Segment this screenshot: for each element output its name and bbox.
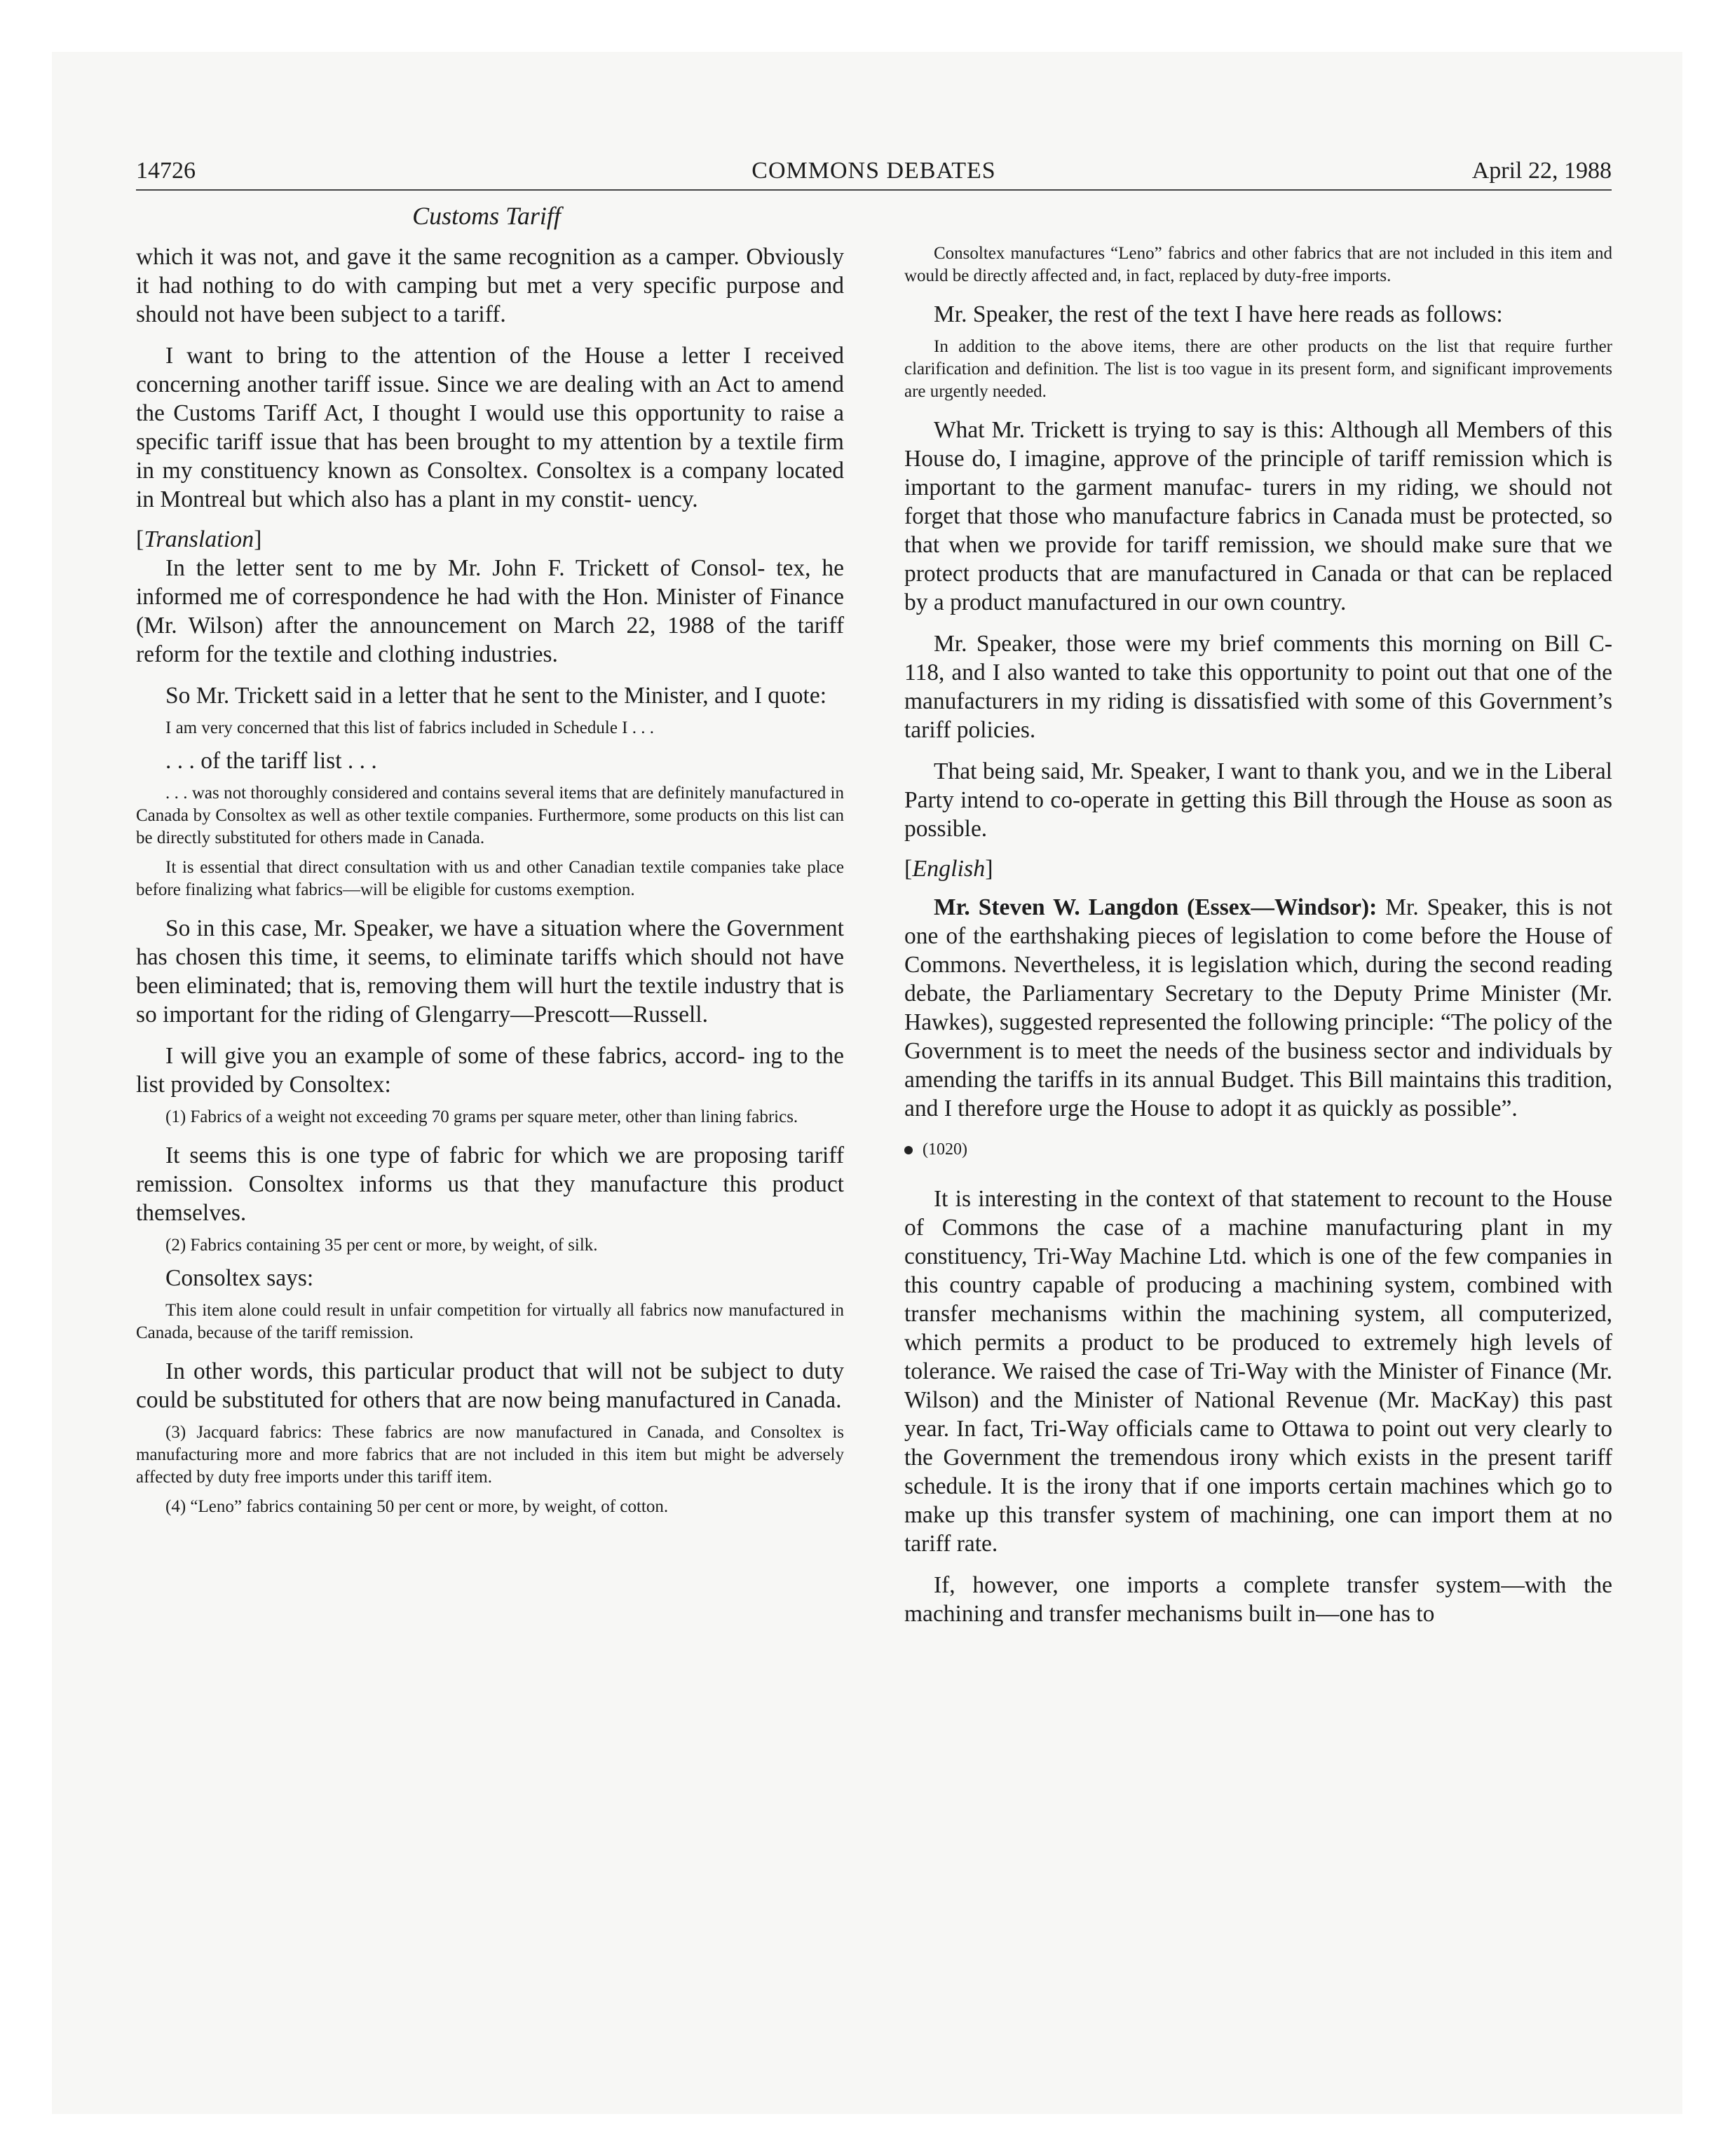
translation-tag-label: Translation	[144, 526, 254, 552]
section-title: Customs Tariff	[412, 202, 561, 230]
paragraph: . . . of the tariff list . . .	[165, 748, 377, 774]
block-quote: (3) Jacquard fabrics: These fabrics are now manufactured in Canada, and Consoltex is manufacturing more and more fabrics that are not included in this item but might be adversely affected by duty free imports under this tariff item.	[136, 1423, 844, 1487]
paragraph: Consoltex says:	[165, 1265, 314, 1291]
english-tag: [English]	[904, 856, 993, 882]
translation-tag: [Translation]	[136, 526, 262, 552]
speaker-paragraph	[904, 893, 1612, 1123]
paragraph: So in this case, Mr. Speaker, we have a situation where the Government has chosen this time, it seems, to eliminate tariffs which should not have been eliminated; that is, removing them will hurt the textile industry that is so important for the riding of Glengarry—Prescott—Russell.	[136, 915, 844, 1028]
english-tag-label: English	[912, 856, 986, 882]
paragraph: So Mr. Trickett said in a letter that he sent to the Minister, and I quote:	[165, 683, 827, 709]
left-column	[136, 243, 844, 1525]
block-quote: I am very concerned that this list of fabrics included in Schedule I . . .	[165, 718, 655, 737]
block-quote: Consoltex manufactures “Leno” fabrics and other fabrics that are not included in this item and would be directly affected and, in fact, replaced by duty-free imports.	[904, 244, 1612, 285]
publication-title: COMMONS DEBATES	[751, 158, 996, 184]
timestamp: (1020)	[923, 1140, 967, 1159]
bullet-icon	[904, 1146, 913, 1154]
paragraph: What Mr. Trickett is trying to say is this: Although all Members of this House do, I imagine, approve of the principle of tariff remission which is important to the garment manufac- turers in my riding, we should not forget that those who manufacture fabrics in Canada must be protected, so that when we provide for tariff remission, we should make sure that we protect products that are manufactured in Canada or that can be replaced by a product manufactured in our own country.	[904, 417, 1612, 615]
right-column	[904, 243, 1612, 1628]
paragraph: which it was not, and gave it the same recognition as a camper. Obviously it had nothing to do with camping but met a very specific purpose and should not have been subject to a tariff.	[136, 244, 844, 327]
block-quote: (2) Fabrics containing 35 per cent or more, by weight, of silk.	[165, 1236, 598, 1255]
paragraph: That being said, Mr. Speaker, I want to thank you, and we in the Liberal Party intend to co-operate in getting this Bill through the House as soon as possible.	[904, 758, 1612, 842]
paragraph: Mr. Speaker, those were my brief comments this morning on Bill C-118, and I also wanted to take this opportunity to point out that one of the manufacturers in my riding is dissatisfied with some of this Government’s tariff policies.	[904, 631, 1612, 743]
page-header	[136, 157, 1612, 191]
paragraph: I will give you an example of some of these fabrics, accord- ing to the list provided by Consoltex:	[136, 1043, 844, 1098]
paragraph: Mr. Speaker, the rest of the text I have here reads as follows:	[934, 301, 1503, 327]
scanned-page	[52, 52, 1682, 2114]
speaker-text: Mr. Speaker, this is not one of the earthshaking pieces of legislation to come before the House of Commons. Nevertheless, it is legislation which, during the second reading debate, the Parliamentary Secretary to the Deputy Prime Minister (Mr. Hawkes), suggested represented the following principle: “The policy of the Government is to meet the needs of the business sector and individuals by amending the tariffs in its annual Budget. This Bill maintains this tradition, and I therefore urge the House to adopt it as quickly as possible”.	[904, 894, 1613, 1121]
page-number: 14726	[136, 158, 196, 184]
paragraph: I want to bring to the attention of the House a letter I received concerning another tariff issue. Since we are dealing with an Act to amend the Customs Tariff Act, I thought I would use this opportunity to raise a specific tariff issue that has been brought to my attention by a textile firm in my constituency known as Consoltex. Consoltex is a company located in Montreal but which also has a plant in my constit- uency.	[136, 343, 844, 512]
block-quote: (1) Fabrics of a weight not exceeding 70 grams per square meter, other than lining fabrics.	[165, 1107, 798, 1126]
paragraph: In other words, this particular product that will not be subject to duty could be substituted for others that are now being manufactured in Canada.	[136, 1358, 844, 1413]
block-quote: It is essential that direct consultation with us and other Canadian textile companies take place before finalizing what fabrics—will be eligible for customs exemption.	[136, 858, 844, 899]
header-date: April 22, 1988	[1471, 158, 1612, 184]
paragraph: In the letter sent to me by Mr. John F. Trickett of Consol- tex, he informed me of correspondence he had with the Hon. Minister of Finance (Mr. Wilson) after the announcement on March 22, 1988 of the tariff reform for the textile and clothing industries.	[136, 555, 844, 667]
block-quote: . . . was not thoroughly considered and contains several items that are definitely manufactured in Canada by Consoltex as well as other textile companies. Furthermore, some products on this list can be directly substituted for others made in Canada.	[136, 784, 844, 847]
paragraph: It is interesting in the context of that statement to recount to the House of Commons the case of a machine manufacturing plant in my constituency, Tri-Way Machine Ltd. which is one of the few companies in this country capable of producing a machining system, combined with transfer mechanisms within the machining system, all computerized, which permits a product to be produced to extremely high levels of tolerance. We raised the case of Tri-Way with the Minister of Finance (Mr. Wilson) and the Minister of National Revenue (Mr. MacKay) this past year. In fact, Tri-Way officials came to Ottawa to point out very clearly to the Government the tremendous irony which exists in the present tariff schedule. It is the irony that if one imports certain machines which go to make up this transfer system of machining, one can import them at no tariff rate.	[904, 1186, 1612, 1557]
block-quote: This item alone could result in unfair competition for virtually all fabrics now manufactured in Canada, because of the tariff remission.	[136, 1301, 844, 1342]
timestamp-marker	[904, 1138, 1612, 1161]
block-quote: (4) “Leno” fabrics containing 50 per cent or more, by weight, of cotton.	[165, 1497, 669, 1516]
page-content	[136, 157, 1613, 1627]
paragraph: If, however, one imports a complete transfer system—with the machining and transfer mechanisms built in—one has to	[904, 1572, 1612, 1627]
speaker-name: Mr. Steven W. Langdon (Essex—Windsor):	[934, 894, 1377, 920]
block-quote: In addition to the above items, there are other products on the list that require further clarification and definition. The list is too vague in its present form, and significant improvements are urgently needed.	[904, 337, 1612, 401]
paragraph: It seems this is one type of fabric for which we are proposing tariff remission. Consoltex informs us that they manufacture this product themselves.	[136, 1142, 844, 1226]
